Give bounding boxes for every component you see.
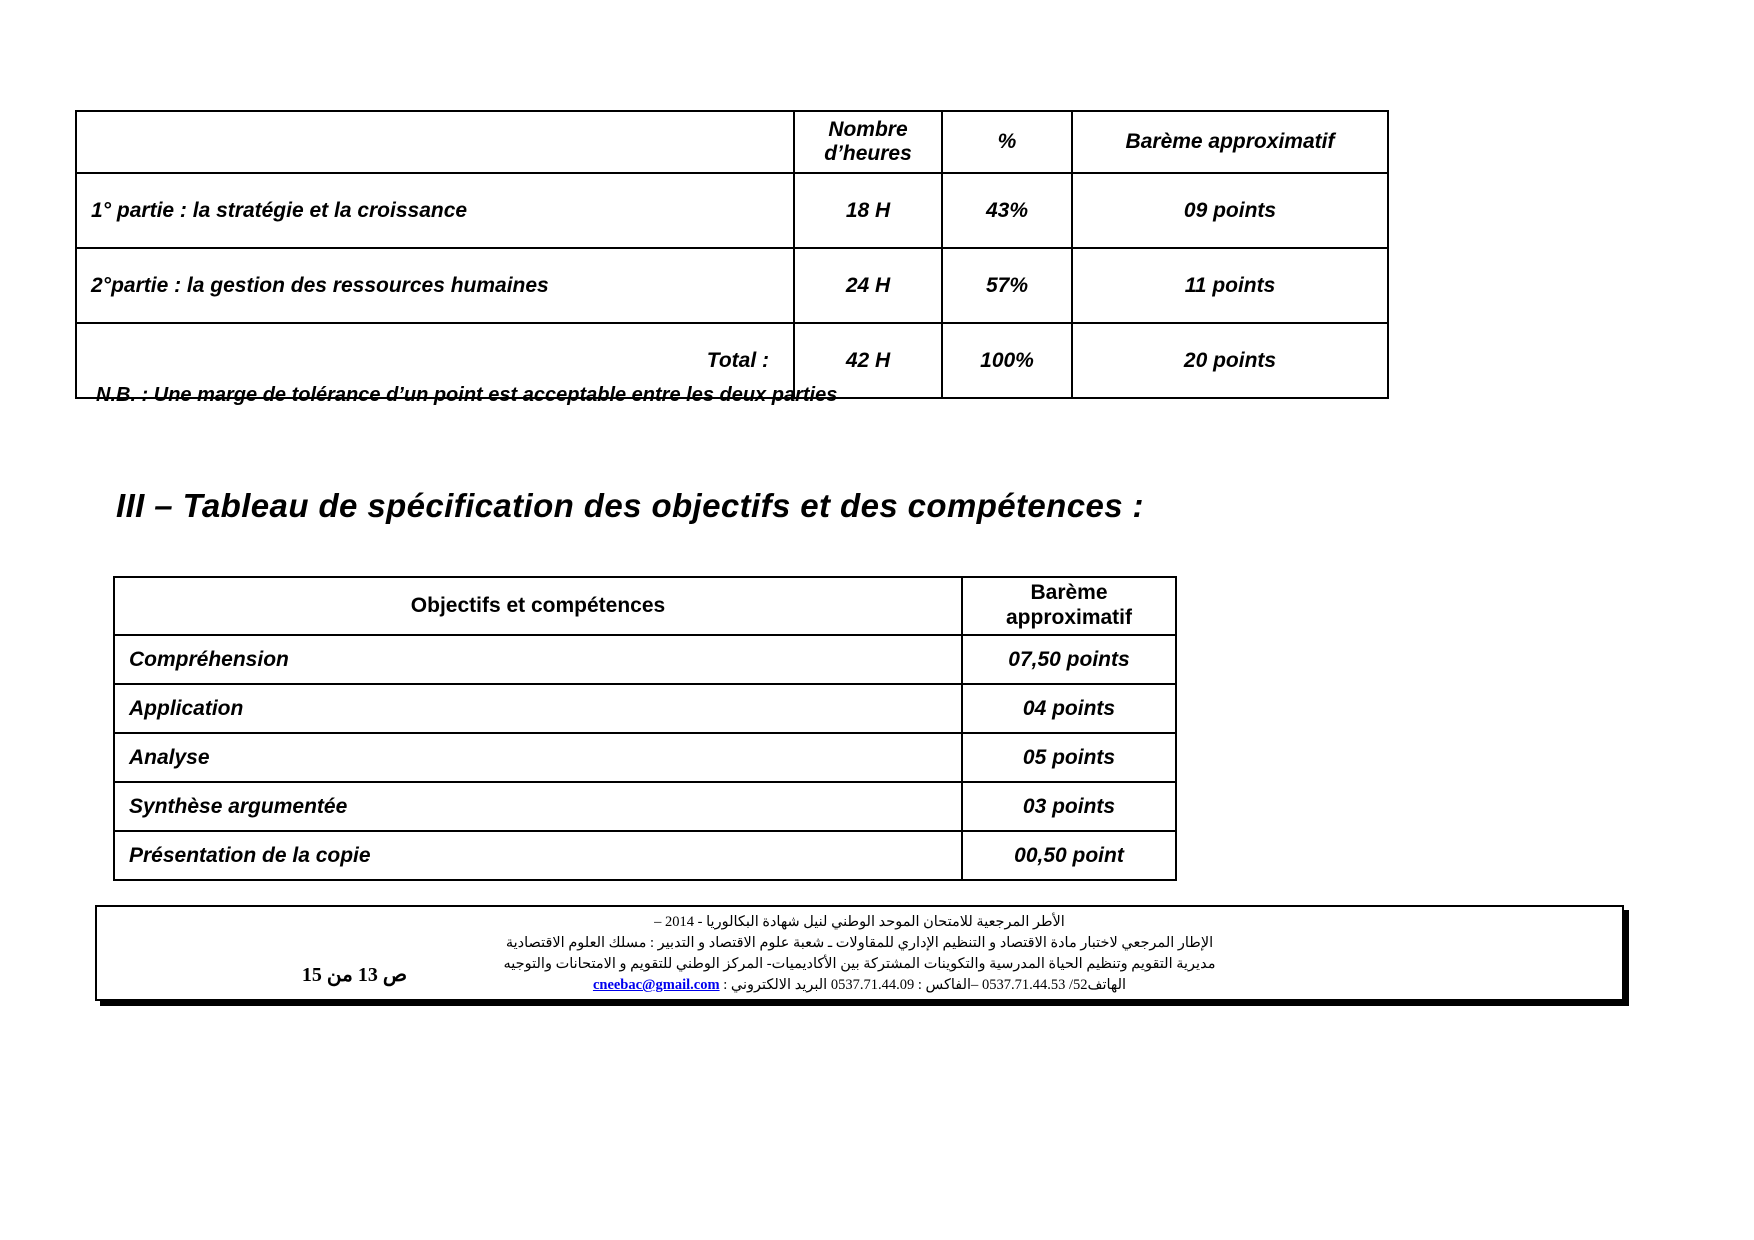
table-row	[114, 684, 1176, 733]
header-objectives-bareme	[962, 577, 1176, 635]
row-hours-total: 42 H	[794, 323, 942, 398]
objective-bareme-application: 04 points	[962, 684, 1176, 733]
header-percent: %	[942, 111, 1072, 173]
objective-label-synthese: Synthèse argumentée	[114, 782, 962, 831]
table-row	[76, 173, 1388, 248]
header-hours	[794, 111, 942, 173]
table-header-row	[76, 111, 1388, 173]
table-row	[114, 782, 1176, 831]
header-objectives: Objectifs et compétences	[114, 577, 962, 635]
table-row	[114, 733, 1176, 782]
header-hours-line1: Nombre	[828, 117, 908, 141]
row-hours-part1: 18 H	[794, 173, 942, 248]
objective-label-application: Application	[114, 684, 962, 733]
objectives-table	[113, 576, 1177, 881]
footer-content	[97, 907, 1622, 999]
footer-box	[95, 905, 1624, 1001]
footer-line-3: مديرية التقويم وتنظيم الحياة المدرسية والتكوينات المشتركة بين الأكاديميات- المركز الوطني للتقويم و الامتحانات والتوجيه	[503, 956, 1216, 973]
row-percent-total: 100%	[942, 323, 1072, 398]
row-label-part1: 1° partie : la stratégie et la croissance	[76, 173, 794, 248]
header-empty	[76, 111, 794, 173]
row-percent-part1: 43%	[942, 173, 1072, 248]
objective-bareme-synthese: 03 points	[962, 782, 1176, 831]
hours-distribution-table	[75, 110, 1389, 399]
page-title: III – Tableau de spécification des objectifs et des compétences :	[116, 487, 1144, 524]
row-hours-part2: 24 H	[794, 248, 942, 323]
email-link[interactable]: cneebac@gmail.com	[592, 977, 720, 994]
row-percent-part2: 57%	[942, 248, 1072, 323]
objective-label-comprehension: Compréhension	[114, 635, 962, 684]
row-label-total: Total :	[76, 323, 794, 398]
row-bareme-total: 20 points	[1072, 323, 1388, 398]
row-bareme-part2: 11 points	[1072, 248, 1388, 323]
header-hours-line2: d’heures	[824, 142, 912, 165]
header-bareme-line2: approximatif	[1005, 606, 1133, 629]
footer-line-1: الأطر المرجعية للامتحان الموحد الوطني لنيل شهادة البكالوريا - 2014 –	[654, 914, 1065, 930]
header-bareme-line1: Barème	[1030, 581, 1108, 605]
objective-bareme-presentation: 00,50 point	[962, 831, 1176, 880]
row-label-part2: 2°partie : la gestion des ressources humaines	[76, 248, 794, 323]
objective-bareme-analyse: 05 points	[962, 733, 1176, 782]
footer-line-2: الإطار المرجعي لاختبار مادة الاقتصاد و التنظيم الإداري للمقاولات ـ شعبة علوم الاقتصاد و التدبير : مسلك العلوم الاقتصادية	[505, 935, 1214, 952]
objectives-header-row	[114, 577, 1176, 635]
row-bareme-part1: 09 points	[1072, 173, 1388, 248]
table-row	[114, 831, 1176, 880]
table-row	[114, 635, 1176, 684]
table-row	[76, 248, 1388, 323]
objective-label-analyse: Analyse	[114, 733, 962, 782]
note-tolerance: N.B. : Une marge de tolérance d’un point est acceptable entre les deux parties	[96, 384, 838, 406]
page-number: ص 13 من 15	[301, 964, 407, 986]
objective-bareme-comprehension: 07,50 points	[962, 635, 1176, 684]
header-bareme: Barème approximatif	[1072, 111, 1388, 173]
footer-contact-text: الهاتف52/ 0537.71.44.53 –الفاكس : 0537.71.44.09 البريد الالكتروني :	[723, 977, 1127, 994]
objective-label-presentation: Présentation de la copie	[114, 831, 962, 880]
